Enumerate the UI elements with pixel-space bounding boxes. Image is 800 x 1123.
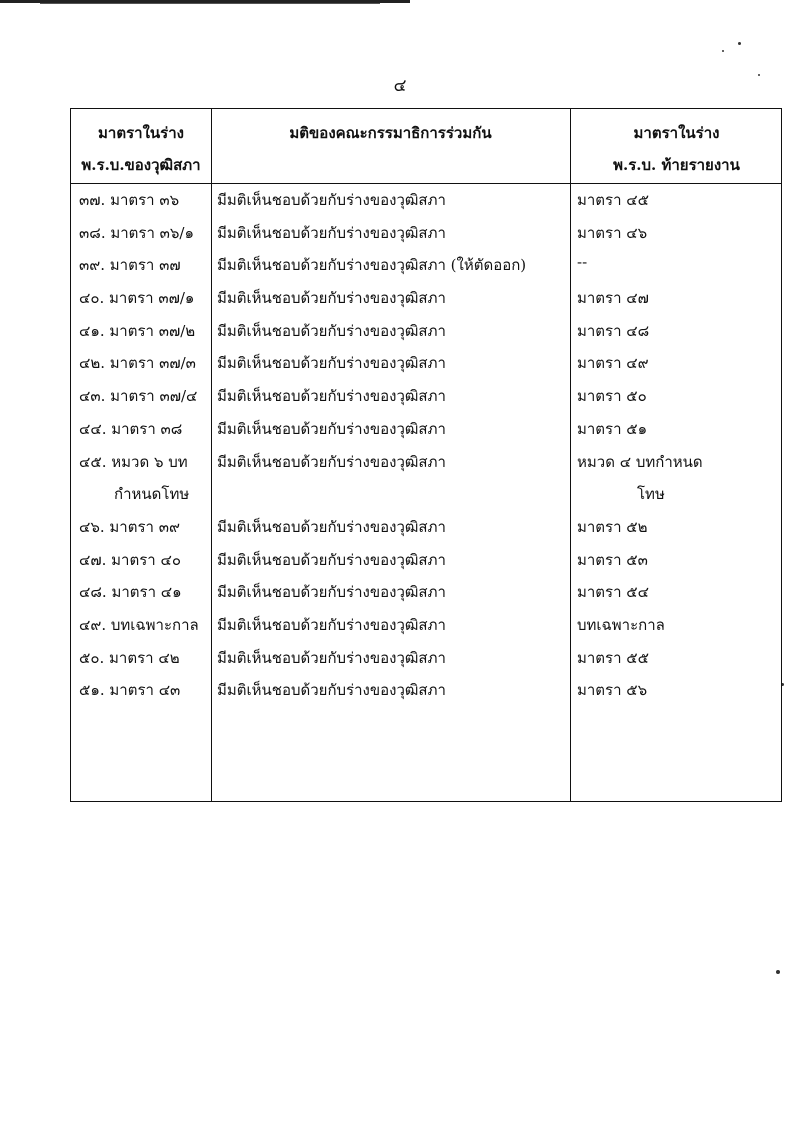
senate-section-cell: ๔๐. มาตรา ๓๗/๑ xyxy=(79,289,195,308)
senate-section-cell: ๔๘. มาตรา ๔๑ xyxy=(79,583,182,602)
resolution-cell: มีมติเห็นชอบด้วยกับร่างของวุฒิสภา xyxy=(217,615,446,634)
senate-section-cell: ๓๗. มาตรา ๓๖ xyxy=(79,191,180,209)
table-row xyxy=(71,184,783,217)
senate-section-cell: ๔๑. มาตรา ๓๗/๒ xyxy=(79,321,196,340)
resolution-cell: มีมติเห็นชอบด้วยกับร่างของวุฒิสภา xyxy=(217,419,446,438)
senate-section-cell: ๔๗. มาตรา ๔๐ xyxy=(79,550,181,569)
table-row xyxy=(71,217,783,250)
resolution-cell: มีมติเห็นชอบด้วยกับร่างของวุฒิสภา xyxy=(217,648,446,667)
report-section-cell: มาตรา ๔๖ xyxy=(577,223,648,242)
resolution-cell: มีมติเห็นชอบด้วยกับร่างของวุฒิสภา (ให้ตัดออก) xyxy=(217,256,527,275)
report-section-cell-continued: โทษ xyxy=(637,484,665,503)
header-col1-line1: มาตราในร่าง xyxy=(98,124,184,142)
resolution-cell: มีมติเห็นชอบด้วยกับร่างของวุฒิสภา xyxy=(217,289,446,308)
header-col3-line1: มาตราในร่าง xyxy=(633,124,720,142)
table-row xyxy=(71,446,783,511)
table-row xyxy=(71,576,783,609)
resolution-cell: มีมติเห็นชอบด้วยกับร่างของวุฒิสภา xyxy=(217,583,446,602)
scan-top-edge-line xyxy=(40,3,380,4)
report-section-cell: มาตรา ๕๐ xyxy=(577,387,647,406)
scan-speck xyxy=(776,970,780,974)
senate-section-cell: ๔๙. บทเฉพาะกาล xyxy=(79,615,199,634)
resolution-cell: มีมติเห็นชอบด้วยกับร่างของวุฒิสภา xyxy=(217,387,446,406)
scan-speck xyxy=(738,42,741,45)
senate-section-cell: ๕๐. มาตรา ๔๒ xyxy=(79,648,180,667)
report-section-cell: มาตรา ๔๕ xyxy=(577,191,650,209)
table-row xyxy=(71,674,783,707)
header-col3-line2: พ.ร.บ. ท้ายรายงาน xyxy=(613,156,740,174)
resolution-cell: มีมติเห็นชอบด้วยกับร่างของวุฒิสภา xyxy=(217,354,446,373)
senate-section-cell: ๔๖. มาตรา ๓๙ xyxy=(79,517,180,536)
senate-section-cell: ๓๘. มาตรา ๓๖/๑ xyxy=(79,223,195,242)
table-row xyxy=(71,413,783,446)
senate-section-cell: ๓๙. มาตรา ๓๗ xyxy=(79,256,181,275)
senate-section-cell: ๔๒. มาตรา ๓๗/๓ xyxy=(79,354,196,373)
header-col1-line2: พ.ร.บ.ของวุฒิสภา xyxy=(81,156,201,174)
table-row xyxy=(71,544,783,577)
table-row xyxy=(71,642,783,675)
resolution-cell: มีมติเห็นชอบด้วยกับร่างของวุฒิสภา xyxy=(217,681,446,700)
senate-section-cell: ๕๑. มาตรา ๔๓ xyxy=(79,681,181,700)
report-section-cell: หมวด ๔ บทกำหนด xyxy=(577,452,703,471)
comparison-table xyxy=(70,108,782,802)
header-senate-draft-section xyxy=(71,117,211,181)
senate-section-cell-continued: กำหนดโทษ xyxy=(114,484,190,503)
table-body xyxy=(71,184,783,707)
table-row xyxy=(71,347,783,380)
report-section-cell: มาตรา ๕๒ xyxy=(577,517,648,536)
table-row xyxy=(71,315,783,348)
page-number: ๔ xyxy=(393,76,407,96)
report-section-cell: มาตรา ๕๓ xyxy=(577,550,648,569)
report-section-cell: มาตรา ๔๗ xyxy=(577,289,649,308)
resolution-cell: มีมติเห็นชอบด้วยกับร่างของวุฒิสภา xyxy=(217,452,446,471)
table-row xyxy=(71,609,783,642)
table-row xyxy=(71,380,783,413)
resolution-cell: มีมติเห็นชอบด้วยกับร่างของวุฒิสภา xyxy=(217,191,446,209)
report-section-cell: บทเฉพาะกาล xyxy=(577,615,665,634)
report-section-cell: มาตรา ๕๑ xyxy=(577,419,648,438)
table-row xyxy=(71,282,783,315)
header-joint-committee-resolution xyxy=(211,117,570,149)
scan-speck xyxy=(722,50,724,52)
resolution-cell: มีมติเห็นชอบด้วยกับร่างของวุฒิสภา xyxy=(217,517,446,536)
report-section-cell: มาตรา ๕๖ xyxy=(577,681,648,700)
report-section-cell: มาตรา ๔๙ xyxy=(577,354,649,373)
report-section-cell: มาตรา ๕๕ xyxy=(577,648,650,667)
report-section-cell: มาตรา ๔๘ xyxy=(577,321,650,340)
header-report-draft-section xyxy=(570,117,783,181)
table-row xyxy=(71,511,783,544)
resolution-cell: มีมติเห็นชอบด้วยกับร่างของวุฒิสภา xyxy=(217,550,446,569)
table-row xyxy=(71,249,783,282)
report-section-cell: มาตรา ๕๔ xyxy=(577,583,650,602)
header-col2: มติของคณะกรรมาธิการร่วมกัน xyxy=(289,124,492,142)
senate-section-cell: ๔๕. หมวด ๖ บท xyxy=(79,452,188,471)
resolution-cell: มีมติเห็นชอบด้วยกับร่างของวุฒิสภา xyxy=(217,321,446,340)
resolution-cell: มีมติเห็นชอบด้วยกับร่างของวุฒิสภา xyxy=(217,223,446,242)
report-section-cell: -- xyxy=(577,253,588,272)
senate-section-cell: ๔๔. มาตรา ๓๘ xyxy=(79,419,183,438)
senate-section-cell: ๔๓. มาตรา ๓๗/๔ xyxy=(79,387,198,406)
